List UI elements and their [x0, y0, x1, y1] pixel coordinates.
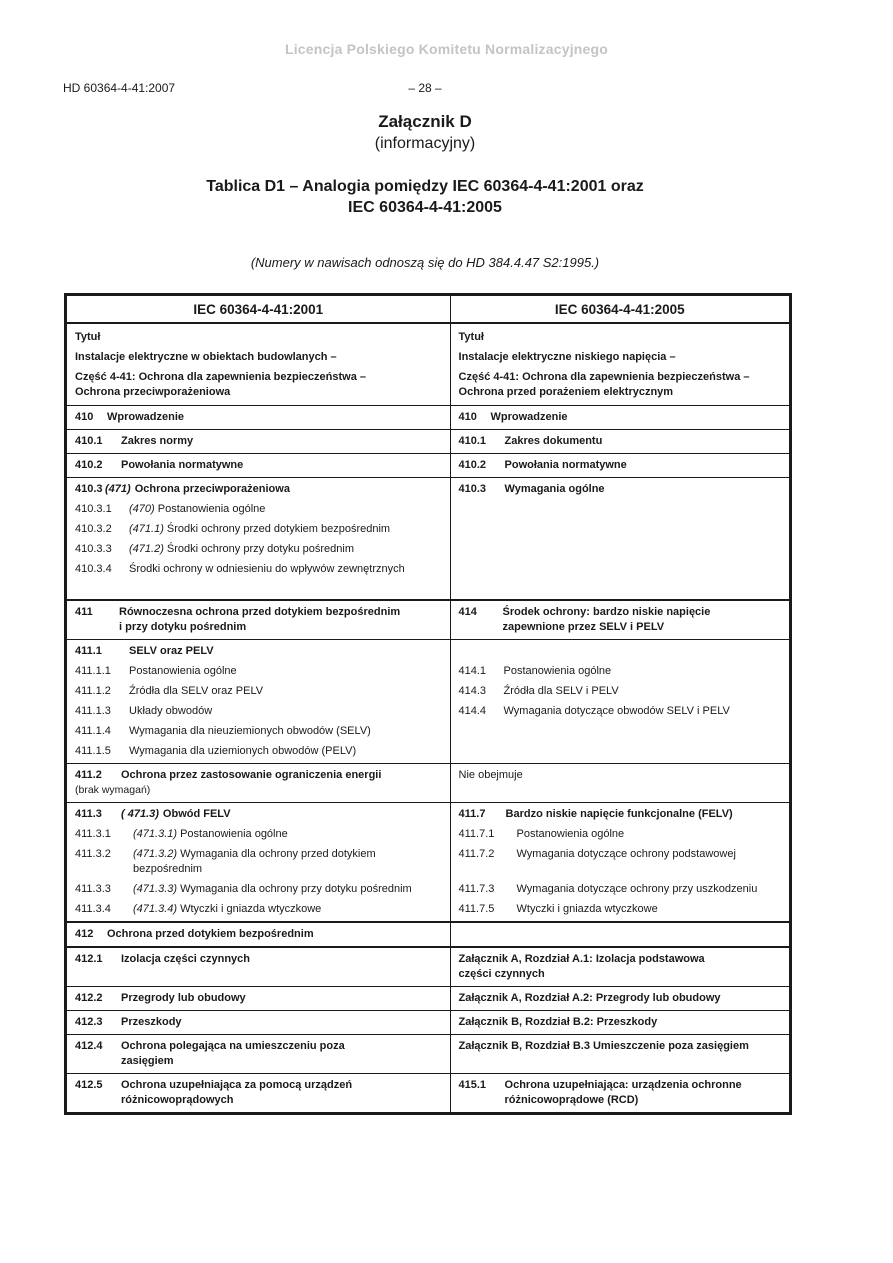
- title-line: Ochrona przed porażeniem elektrycznym: [458, 386, 674, 398]
- clause-reference: (471.3.4): [133, 903, 178, 915]
- clause-number: 414.4: [458, 705, 487, 717]
- clause-number: 411.7.5: [458, 903, 495, 915]
- clause-title: Ochrona przez zastosowanie ograniczenia energii: [121, 769, 382, 781]
- clause-title: Wtyczki i gniazda wtyczkowe: [516, 903, 658, 915]
- clause-title: Wymagania dla ochrony przed dotykiem: [180, 848, 376, 860]
- clause-number: 412.2: [75, 992, 103, 1004]
- clause-title: Zakres dokumentu: [504, 435, 603, 447]
- clause-title: Wymagania dla nieuziemionych obwodów (SELV): [129, 725, 371, 737]
- clause-number: 410: [75, 411, 94, 423]
- table-row: [67, 430, 790, 454]
- clause-number: 412.5: [75, 1079, 103, 1091]
- clause-title-continued: zasięgiem: [121, 1055, 174, 1067]
- clause-title: Postanowienia ogólne: [180, 828, 288, 840]
- title-line: Instalacje elektryczne w obiektach budowlanych –: [75, 351, 337, 363]
- clause-title: Postanowienia ogólne: [129, 665, 237, 677]
- clause-title: Wprowadzenie: [490, 411, 568, 423]
- table-row: [67, 323, 790, 406]
- watermark: Licencja Polskiego Komitetu Normalizacyjnego: [284, 41, 609, 57]
- column-header-2001: IEC 60364-4-41:2001: [67, 296, 451, 324]
- clause-note: (brak wymagań): [75, 784, 151, 796]
- clause-number: 410.3.2: [75, 523, 112, 535]
- clause-title: Wymagania ogólne: [504, 483, 605, 495]
- clause-number: 411.2: [75, 769, 102, 781]
- annex-subtitle: (informacyjny): [374, 135, 476, 152]
- clause-reference: (471.3.2): [133, 848, 178, 860]
- clause-number: 414.1: [458, 665, 487, 677]
- clause-title: Środki ochrony przy dotyku pośrednim: [166, 543, 355, 555]
- clause-number: 410.3: [458, 483, 487, 495]
- clause-number: 411.1.4: [75, 725, 111, 737]
- clause-title: Wymagania dotyczące obwodów SELV i PELV: [503, 705, 730, 717]
- clause-title: Przegrody lub obudowy: [121, 992, 246, 1004]
- clause-number: 410.3.3: [75, 543, 112, 555]
- clause-title: Przeszkody: [121, 1016, 182, 1028]
- clause-title-continued: różnicowoprądowych: [121, 1094, 234, 1106]
- clause-title-continued: różnicowoprądowe (RCD): [504, 1094, 639, 1106]
- clause-number: 410.1: [458, 435, 487, 447]
- clause-title: Ochrona uzupełniająca: urządzenia ochronne: [504, 1079, 742, 1091]
- title-line: Część 4-41: Ochrona dla zapewnienia bezpieczeństwa –: [75, 371, 366, 383]
- table-row: [67, 764, 790, 803]
- clause-title: Wtyczki i gniazda wtyczkowe: [180, 903, 322, 915]
- comparison-table: [64, 293, 792, 1115]
- table-row: [67, 640, 790, 764]
- clause-title: Ochrona uzupełniająca za pomocą urządzeń: [121, 1079, 353, 1091]
- clause-number: 410.3.1: [75, 503, 112, 515]
- clause-title: Wymagania dotyczące ochrony podstawowej: [516, 848, 736, 860]
- clause-number: 411.3.2: [75, 848, 111, 860]
- table-row: [67, 1011, 790, 1035]
- table-title-line2: IEC 60364-4-41:2005: [348, 199, 502, 216]
- clause-title-continued: i przy dotyku pośrednim: [119, 621, 247, 633]
- annex-title: Załącznik D: [378, 112, 472, 131]
- clause-title: Załącznik A, Rozdział A.2: Przegrody lub obudowy: [458, 992, 721, 1004]
- clause-title: Obwód FELV: [162, 808, 231, 820]
- clause-title: Wymagania dla uziemionych obwodów (PELV): [129, 745, 357, 757]
- clause-title: Postanowienia ogólne: [516, 828, 625, 840]
- clause-number: 412.3: [75, 1016, 103, 1028]
- clause-reference: (471): [105, 483, 131, 495]
- clause-number: 410.2: [458, 459, 487, 471]
- clause-number: 411.1: [75, 645, 102, 657]
- table-note: (Numery w nawisach odnoszą się do HD 384.4.47 S2:1995.): [250, 255, 600, 270]
- clause-reference: (471.3.3): [133, 883, 178, 895]
- table-row: [67, 406, 790, 430]
- clause-title: Źródła dla SELV i PELV: [503, 685, 619, 697]
- clause-title: Bardzo niskie napięcie funkcjonalne (FELV): [505, 808, 733, 820]
- clause-title: Wprowadzenie: [107, 411, 185, 423]
- clause-title: Postanowienia ogólne: [157, 503, 266, 515]
- clause-number: 414.3: [458, 685, 487, 697]
- clause-number: 410.3.4: [75, 563, 112, 575]
- clause-title-continued: zapewnione przez SELV i PELV: [502, 621, 665, 633]
- clause-title: SELV oraz PELV: [129, 645, 214, 657]
- clause-title: Źródła dla SELV oraz PELV: [129, 685, 264, 697]
- title-line: Ochrona przeciwporażeniowa: [75, 386, 231, 398]
- clause-reference: ( 471.3): [121, 808, 159, 820]
- clause-title: Środki ochrony w odniesieniu do wpływów zewnętrznych: [129, 563, 405, 575]
- clause-title: Środki ochrony przed dotykiem bezpośrednim: [166, 523, 391, 535]
- clause-number: 411.1.2: [75, 685, 111, 697]
- title-label: Tytuł: [458, 331, 484, 343]
- clause-reference: (471.1): [129, 523, 164, 535]
- clause-number: 412: [75, 928, 94, 940]
- clause-number: 410.3: [75, 483, 103, 495]
- table-row: [67, 454, 790, 478]
- table-row: [67, 478, 790, 601]
- clause-number: 415.1: [458, 1079, 487, 1091]
- clause-number: 411.3.3: [75, 883, 111, 895]
- clause-number: 411.1.5: [75, 745, 111, 757]
- clause-title: Nie obejmuje: [458, 769, 523, 781]
- clause-title: Powołania normatywne: [504, 459, 627, 471]
- clause-number: 412.4: [75, 1040, 103, 1052]
- clause-number: 411.7.3: [458, 883, 495, 895]
- table-row: [67, 1035, 790, 1074]
- clause-title: Środek ochrony: bardzo niskie napięcie: [502, 606, 711, 618]
- clause-number: 411.7.1: [458, 828, 495, 840]
- clause-number: 411.7: [458, 808, 486, 820]
- clause-title: Izolacja części czynnych: [121, 953, 251, 965]
- clause-title: Równoczesna ochrona przed dotykiem bezpośrednim: [119, 606, 401, 618]
- clause-number: 410: [458, 411, 477, 423]
- clause-title: Załącznik B, Rozdział B.2: Przeszkody: [458, 1016, 658, 1028]
- column-header-2005: IEC 60364-4-41:2005: [450, 296, 789, 324]
- table-row: [67, 987, 790, 1011]
- clause-number: 414: [458, 606, 477, 618]
- document-id: HD 60364-4-41:2007: [63, 81, 176, 95]
- clause-number: 410.1: [75, 435, 103, 447]
- title-line: Instalacje elektryczne niskiego napięcia –: [458, 351, 676, 363]
- clause-title: Ochrona przeciwporażeniowa: [134, 483, 290, 495]
- clause-title: Układy obwodów: [129, 705, 213, 717]
- clause-title: Załącznik B, Rozdział B.3 Umieszczenie poza zasięgiem: [458, 1040, 749, 1052]
- table-row: [67, 600, 790, 640]
- table-row: [67, 803, 790, 923]
- clause-number: 411.3.1: [75, 828, 111, 840]
- clause-number: 411: [75, 606, 93, 618]
- clause-title: Wymagania dotyczące ochrony przy uszkodzeniu: [516, 883, 758, 895]
- table-row: [67, 922, 790, 947]
- clause-number: 411.3: [75, 808, 102, 820]
- clause-title: Postanowienia ogólne: [503, 665, 612, 677]
- clause-number: 411.7.2: [458, 848, 495, 860]
- clause-number: 412.1: [75, 953, 103, 965]
- clause-number: 410.2: [75, 459, 103, 471]
- clause-title: Załącznik A, Rozdział A.1: Izolacja podstawowa: [458, 953, 705, 965]
- clause-number: 411.1.1: [75, 665, 111, 677]
- table-row: [67, 1074, 790, 1113]
- clause-title-continued: bezpośrednim: [133, 863, 203, 875]
- title-label: Tytuł: [75, 331, 101, 343]
- clause-number: 411.1.3: [75, 705, 111, 717]
- clause-title: Ochrona polegająca na umieszczeniu poza: [121, 1040, 345, 1052]
- table-title: [0, 176, 850, 218]
- clause-title: Ochrona przed dotykiem bezpośrednim: [107, 928, 314, 940]
- clause-title-continued: części czynnych: [458, 968, 545, 980]
- clause-reference: (471.3.1): [133, 828, 178, 840]
- clause-reference: (471.2): [129, 543, 164, 555]
- page-number: – 28 –: [408, 81, 442, 95]
- clause-title: Powołania normatywne: [121, 459, 244, 471]
- clause-title: Zakres normy: [121, 435, 194, 447]
- clause-reference: (470): [129, 503, 155, 515]
- title-line: Część 4-41: Ochrona dla zapewnienia bezpieczeństwa –: [458, 371, 750, 383]
- clause-number: 411.3.4: [75, 903, 111, 915]
- table-title-line1: Tablica D1 – Analogia pomiędzy IEC 60364-4-41:2001 oraz: [206, 178, 644, 195]
- clause-title: Wymagania dla ochrony przy dotyku pośrednim: [180, 883, 412, 895]
- table-row: [67, 947, 790, 987]
